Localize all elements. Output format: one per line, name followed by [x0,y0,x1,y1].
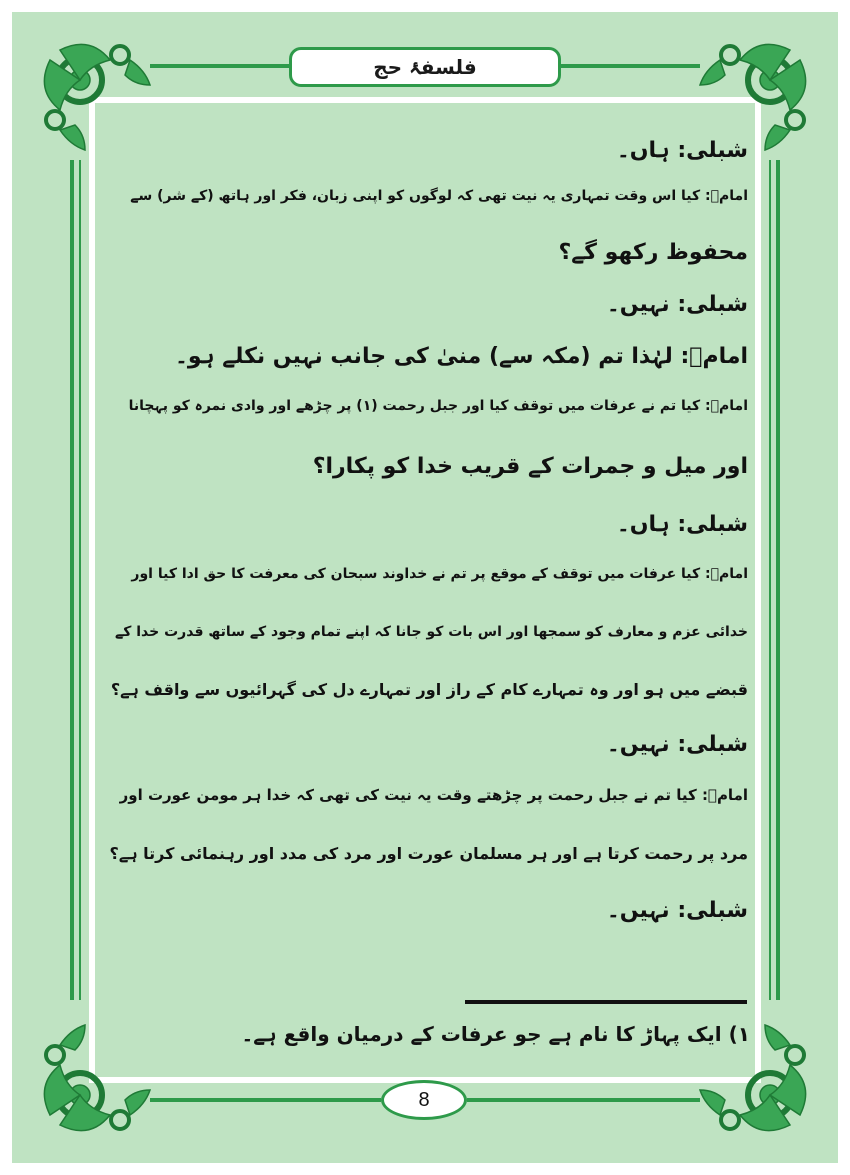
page-number: 8 [418,1088,430,1111]
dialogue-line: محفوظ رکھو گے؟ [558,240,748,265]
dialogue-line: امامؑ: کیا تم نے جبل رحمت پر چڑھتے وقت یہ نیت کی تھی کہ خدا ہر مومن عورت اور [119,786,748,804]
header-title-box [289,47,561,87]
dialogue-line: شبلی: ہاں۔ [616,512,748,537]
dialogue-line: شبلی: نہیں۔ [606,898,748,923]
footnote-divider [465,1000,747,1004]
footnote: ۱) ایک پہاڑ کا نام ہے جو عرفات کے درمیان واقع ہے۔ [241,1022,750,1046]
page-number-badge [381,1080,467,1120]
dialogue-line: اور میل و جمرات کے قریب خدا کو پکارا؟ [312,454,748,479]
dialogue-line: امامؑ: کیا تم نے عرفات میں توقف کیا اور جبل رحمت (۱) پر چڑھے اور وادی نمرہ کو پہچانا [128,398,748,414]
page-title: فلسفۂ حج [373,55,477,79]
dialogue-line: امامؑ: کیا اس وقت تمہاری یہ نیت تھی کہ لوگوں کو اپنی زبان، فکر اور ہاتھ (کے شر) سے [130,188,748,204]
dialogue-line: شبلی: نہیں۔ [606,732,748,757]
dialogue-line: مرد پر رحمت کرتا ہے اور ہر مسلمان عورت اور مرد کی مدد اور رہنمائی کرتا ہے؟ [109,844,748,863]
dialogue-line: شبلی: نہیں۔ [606,292,748,317]
dialogue-line: امامؑ: کیا عرفات میں توقف کے موقع پر تم نے خداوند سبحان کی معرفت کا حق ادا کیا اور [131,566,748,582]
dialogue-body [108,124,748,1004]
dialogue-line: خدائی عزم و معارف کو سمجھا اور اس بات کو جانا کہ اپنے تمام وجود کے ساتھ قدرت خدا کے [115,624,748,640]
dialogue-line: قبضے میں ہو اور وہ تمہارے کام کے راز اور تمہارے دل کی گہرائیوں سے واقف ہے؟ [110,680,748,699]
dialogue-line: شبلی: ہاں۔ [616,138,748,163]
dialogue-line: امامؑ: لہٰذا تم (مکہ سے) منیٰ کی جانب نہیں نکلے ہو۔ [174,344,748,369]
